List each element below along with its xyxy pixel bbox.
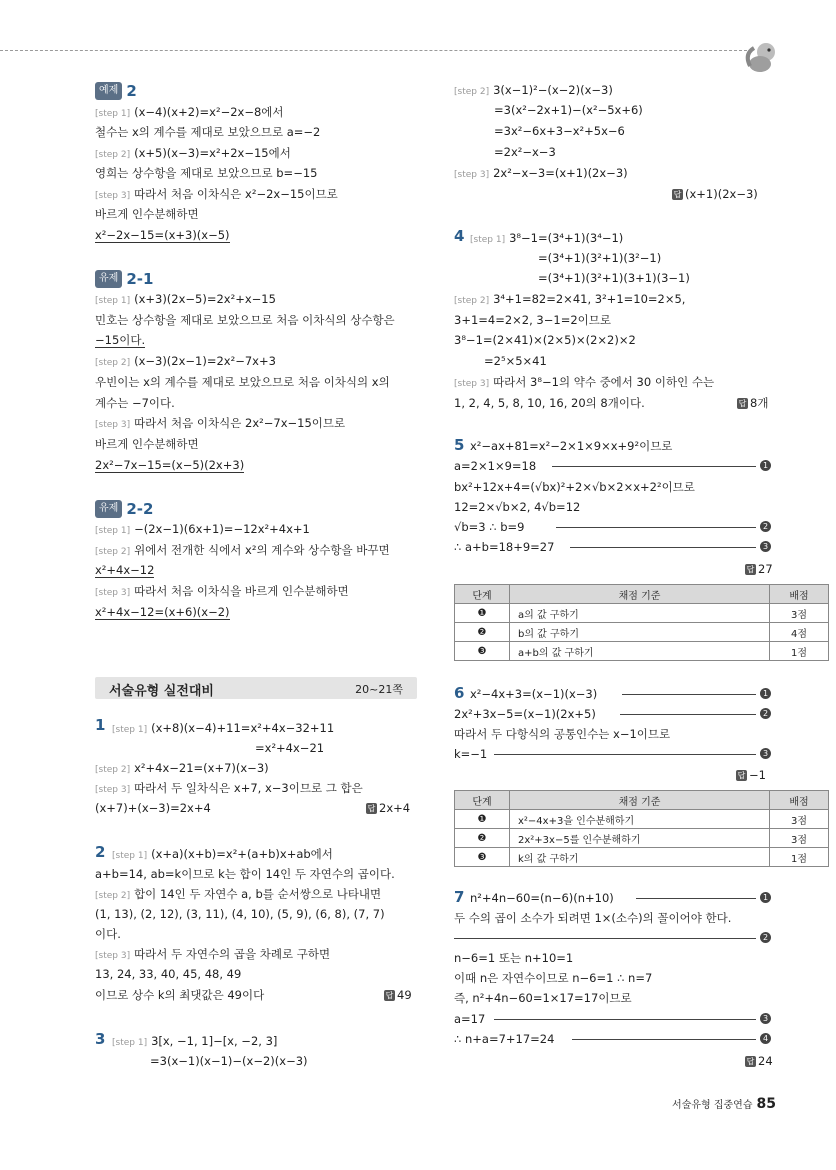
answer-icon: 답 [746,565,755,574]
p1-answer: 답 2x+4 [367,801,411,815]
ex22-result: x²+4x−12=(x+6)(x−2) [95,605,230,619]
p4-line: =(3⁴+1)(3²+1)(3²−1) [538,251,662,265]
problem-6-number: 6 [454,684,465,702]
answer-icon: 답 [385,991,394,1000]
p1-line: [step 1] (x+8)(x−4)+11=x²+4x−32+11 [112,721,335,735]
ex22-line: x²+4x−12 [95,563,155,577]
p4-line: 1, 2, 4, 5, 8, 10, 16, 20의 8개이다. [454,396,645,410]
p7-answer: 답 24 [746,1054,773,1068]
p2-line: [step 3] 따라서 두 자연수의 곱을 차례로 구하면 [95,947,331,961]
mark-1-icon: 1 [760,460,771,471]
table-row: ❸ a+b의 값 구하기 1점 [455,642,829,661]
p3-answer: 답 (x+1)(2x−3) [673,187,758,201]
ex2-result: x²−2x−15=(x+3)(x−5) [95,228,230,242]
section-banner [95,677,417,699]
mark-1-icon: 1 [760,892,771,903]
p1-line: =x²+4x−21 [255,741,325,755]
p6-scoring-table [454,790,829,867]
ex2-line: [step 1] (x−4)(x+2)=x²−2x−8에서 [95,105,284,119]
p3-line: =3(x²−2x+1)−(x²−5x+6) [494,103,643,117]
p2-line: (1, 13), (2, 12), (3, 11), (4, 10), (5, 9), (6, 8), (7, 7) [95,907,385,921]
ex22-line: [step 3] 따라서 처음 이차식을 바르게 인수분해하면 [95,584,349,598]
mark-leader-line [572,1039,756,1040]
p7-line: ∴ n+a=7+17=24 [454,1032,555,1046]
p7-line: n²+4n−60=(n−6)(n+10) [470,891,614,905]
p6-answer: 답 −1 [737,768,766,782]
problem-2-number: 2 [95,843,106,861]
mark-2-icon: 2 [760,708,771,719]
p4-line: [step 2] 3⁴+1=82=2×41, 3²+1=10=2×5, [454,292,686,306]
problem-4-number: 4 [454,227,465,245]
problem-1-number: 1 [95,716,106,734]
p4-line: [step 1] 3⁸−1=(3⁴+1)(3⁴−1) [470,231,624,245]
p5-line: bx²+12x+4=(√bx)²+2×√b×2×x+2²이므로 [454,480,695,494]
ex2-line: 바르게 인수분해하면 [95,207,199,221]
p7-line: n−6=1 또는 n+10=1 [454,951,574,965]
p5-answer: 답 27 [746,562,773,576]
mark-leader-line [636,898,756,899]
p3-line: [step 2] 3(x−1)²−(x−2)(x−3) [454,83,613,97]
p5-line: x²−ax+81=x²−2×1×9×x+9²이므로 [470,439,673,453]
exercise-2-1-heading: 유제 2-1 [95,270,153,288]
p3-line: =3x²−6x+3−x²+5x−6 [494,124,625,138]
p3-line: [step 3] 2x²−x−3=(x+1)(2x−3) [454,166,628,180]
p2-line: 이므로 상수 k의 최댓값은 49이다 [95,988,265,1002]
ex2-line: 철수는 x의 계수를 제대로 보았으므로 a=−2 [95,125,321,139]
ex2-line: [step 3] 따라서 처음 이차식은 x²−2x−15이므로 [95,187,338,201]
problem-7-number: 7 [454,888,465,906]
mark-3-icon: 3 [760,1013,771,1024]
answer-icon: 답 [673,190,682,199]
mark-leader-line [622,694,756,695]
mark-3-icon: 3 [760,748,771,759]
p2-line: 이다. [95,927,121,941]
table-header-row: 단계 채점 기준 배점 [455,791,829,810]
ex22-line: [step 2] 위에서 전개한 식에서 x²의 계수와 상수항을 바꾸면 [95,543,390,557]
answer-icon: 답 [746,1057,755,1066]
p2-line: [step 1] (x+a)(x+b)=x²+(a+b)x+ab에서 [112,847,333,861]
table-row: ❶ a의 값 구하기 3점 [455,604,829,623]
p1-line: [step 2] x²+4x−21=(x+7)(x−3) [95,761,269,775]
p5-line: a=2×1×9=18 [454,459,537,473]
table-row: ❶ x²−4x+3을 인수분해하기 3점 [455,810,829,829]
p6-line: 따라서 두 다항식의 공통인수는 x−1이므로 [454,727,671,741]
page-number: 85 [756,1096,776,1112]
p6-line: 2x²+3x−5=(x−1)(2x+5) [454,707,596,721]
p3-line: [step 1] 3[x, −1, 1]−[x, −2, 3] [112,1034,278,1048]
page-footer [672,1096,776,1112]
mark-leader-line [570,547,756,548]
p6-line: k=−1 [454,747,488,761]
p4-line: [step 3] 따라서 3⁸−1의 약수 중에서 30 이하인 수는 [454,375,715,389]
p3-line: =2x²−x−3 [494,145,556,159]
ex21-line: −15이다. [95,333,146,347]
banner-pages: 20~21쪽 [355,683,403,696]
mark-leader-line [494,1019,756,1020]
ex21-line: 계수는 −7이다. [95,396,175,410]
p5-line: 12=2×√b×2, 4√b=12 [454,500,581,514]
problem-5-number: 5 [454,436,465,454]
problem-3-number: 3 [95,1030,106,1048]
ex21-line: [step 1] (x+3)(2x−5)=2x²+x−15 [95,292,276,306]
p4-answer: 답 8개 [738,396,769,410]
p1-line: [step 3] 따라서 두 일차식은 x+7, x−3이므로 그 합은 [95,781,363,795]
banner-title: 서술유형 실전대비 [109,684,214,699]
answer-icon: 답 [737,771,746,780]
p1-line: (x+7)+(x−3)=2x+4 [95,801,211,815]
p5-scoring-table [454,584,829,661]
mark-2-icon: 2 [760,521,771,532]
p2-answer: 답 49 [385,988,412,1002]
ex2-line: 영희는 상수항을 제대로 보았으므로 b=−15 [95,166,318,180]
ex21-line: 바르게 인수분해하면 [95,437,199,451]
p5-line: √b=3 ∴ b=9 [454,520,525,534]
table-row: ❷ 2x²+3x−5를 인수분해하기 3점 [455,829,829,848]
table-header-row: 단계 채점 기준 배점 [455,585,829,604]
ex21-result: 2x²−7x−15=(x−5)(2x+3) [95,458,245,472]
exercise-2-2-heading: 유제 2-2 [95,500,153,518]
p7-line: a=17 [454,1012,486,1026]
mark-2-icon: 2 [760,932,771,943]
mark-3-icon: 3 [760,541,771,552]
p2-line: [step 2] 합이 14인 두 자연수 a, b를 순서쌍으로 나타내면 [95,887,382,901]
p2-line: a+b=14, ab=k이므로 k는 합이 14인 두 자연수의 곱이다. [95,867,395,881]
mark-leader-line [454,938,756,939]
mark-leader-line [620,714,756,715]
p4-line: 3⁸−1=(2×41)×(2×5)×(2×2)×2 [454,333,636,347]
mark-leader-line [494,754,756,755]
table-row: ❸ k의 값 구하기 1점 [455,848,829,867]
example-tag: 예제 [95,82,122,100]
p2-line: 13, 24, 33, 40, 45, 48, 49 [95,967,242,981]
example-2-heading: 예제 2 [95,82,137,100]
ex2-line: [step 2] (x+5)(x−3)=x²+2x−15에서 [95,146,291,160]
p4-line: 3+1=4=2×2, 3−1=2이므로 [454,313,611,327]
table-row: ❷ b의 값 구하기 4점 [455,623,829,642]
mark-leader-line [552,466,756,467]
p7-line: 이때 n은 자연수이므로 n−6=1 ∴ n=7 [454,971,653,985]
mark-4-icon: 4 [760,1033,771,1044]
top-dashed-rule [0,50,752,51]
p5-line: ∴ a+b=18+9=27 [454,540,555,554]
ex22-line: [step 1] −(2x−1)(6x+1)=−12x²+4x+1 [95,522,310,536]
answer-icon: 답 [738,399,747,408]
answer-icon: 답 [367,804,376,813]
ex21-line: [step 2] (x−3)(2x−1)=2x²−7x+3 [95,354,276,368]
p4-line: =2⁵×5×41 [484,354,547,368]
mark-1-icon: 1 [760,688,771,699]
ex21-line: 민호는 상수항을 제대로 보았으므로 처음 이차식의 상수항은 [95,313,395,327]
footer-title: 서술유형 집중연습 [672,1100,753,1111]
p4-line: =(3⁴+1)(3²+1)(3+1)(3−1) [538,271,690,285]
squirrel-mascot-icon [742,36,782,76]
p3-line: =3(x−1)(x−1)−(x−2)(x−3) [150,1054,308,1068]
mark-leader-line [556,527,756,528]
p6-line: x²−4x+3=(x−1)(x−3) [470,687,598,701]
ex21-line: [step 3] 따라서 처음 이차식은 2x²−7x−15이므로 [95,416,346,430]
p7-line: 두 수의 곱이 소수가 되려면 1×(소수)의 꼴이어야 한다. [454,911,732,925]
p7-line: 즉, n²+4n−60=1×17=17이므로 [454,991,632,1005]
ex21-line: 우빈이는 x의 계수를 제대로 보았으므로 처음 이차식의 x의 [95,375,390,389]
